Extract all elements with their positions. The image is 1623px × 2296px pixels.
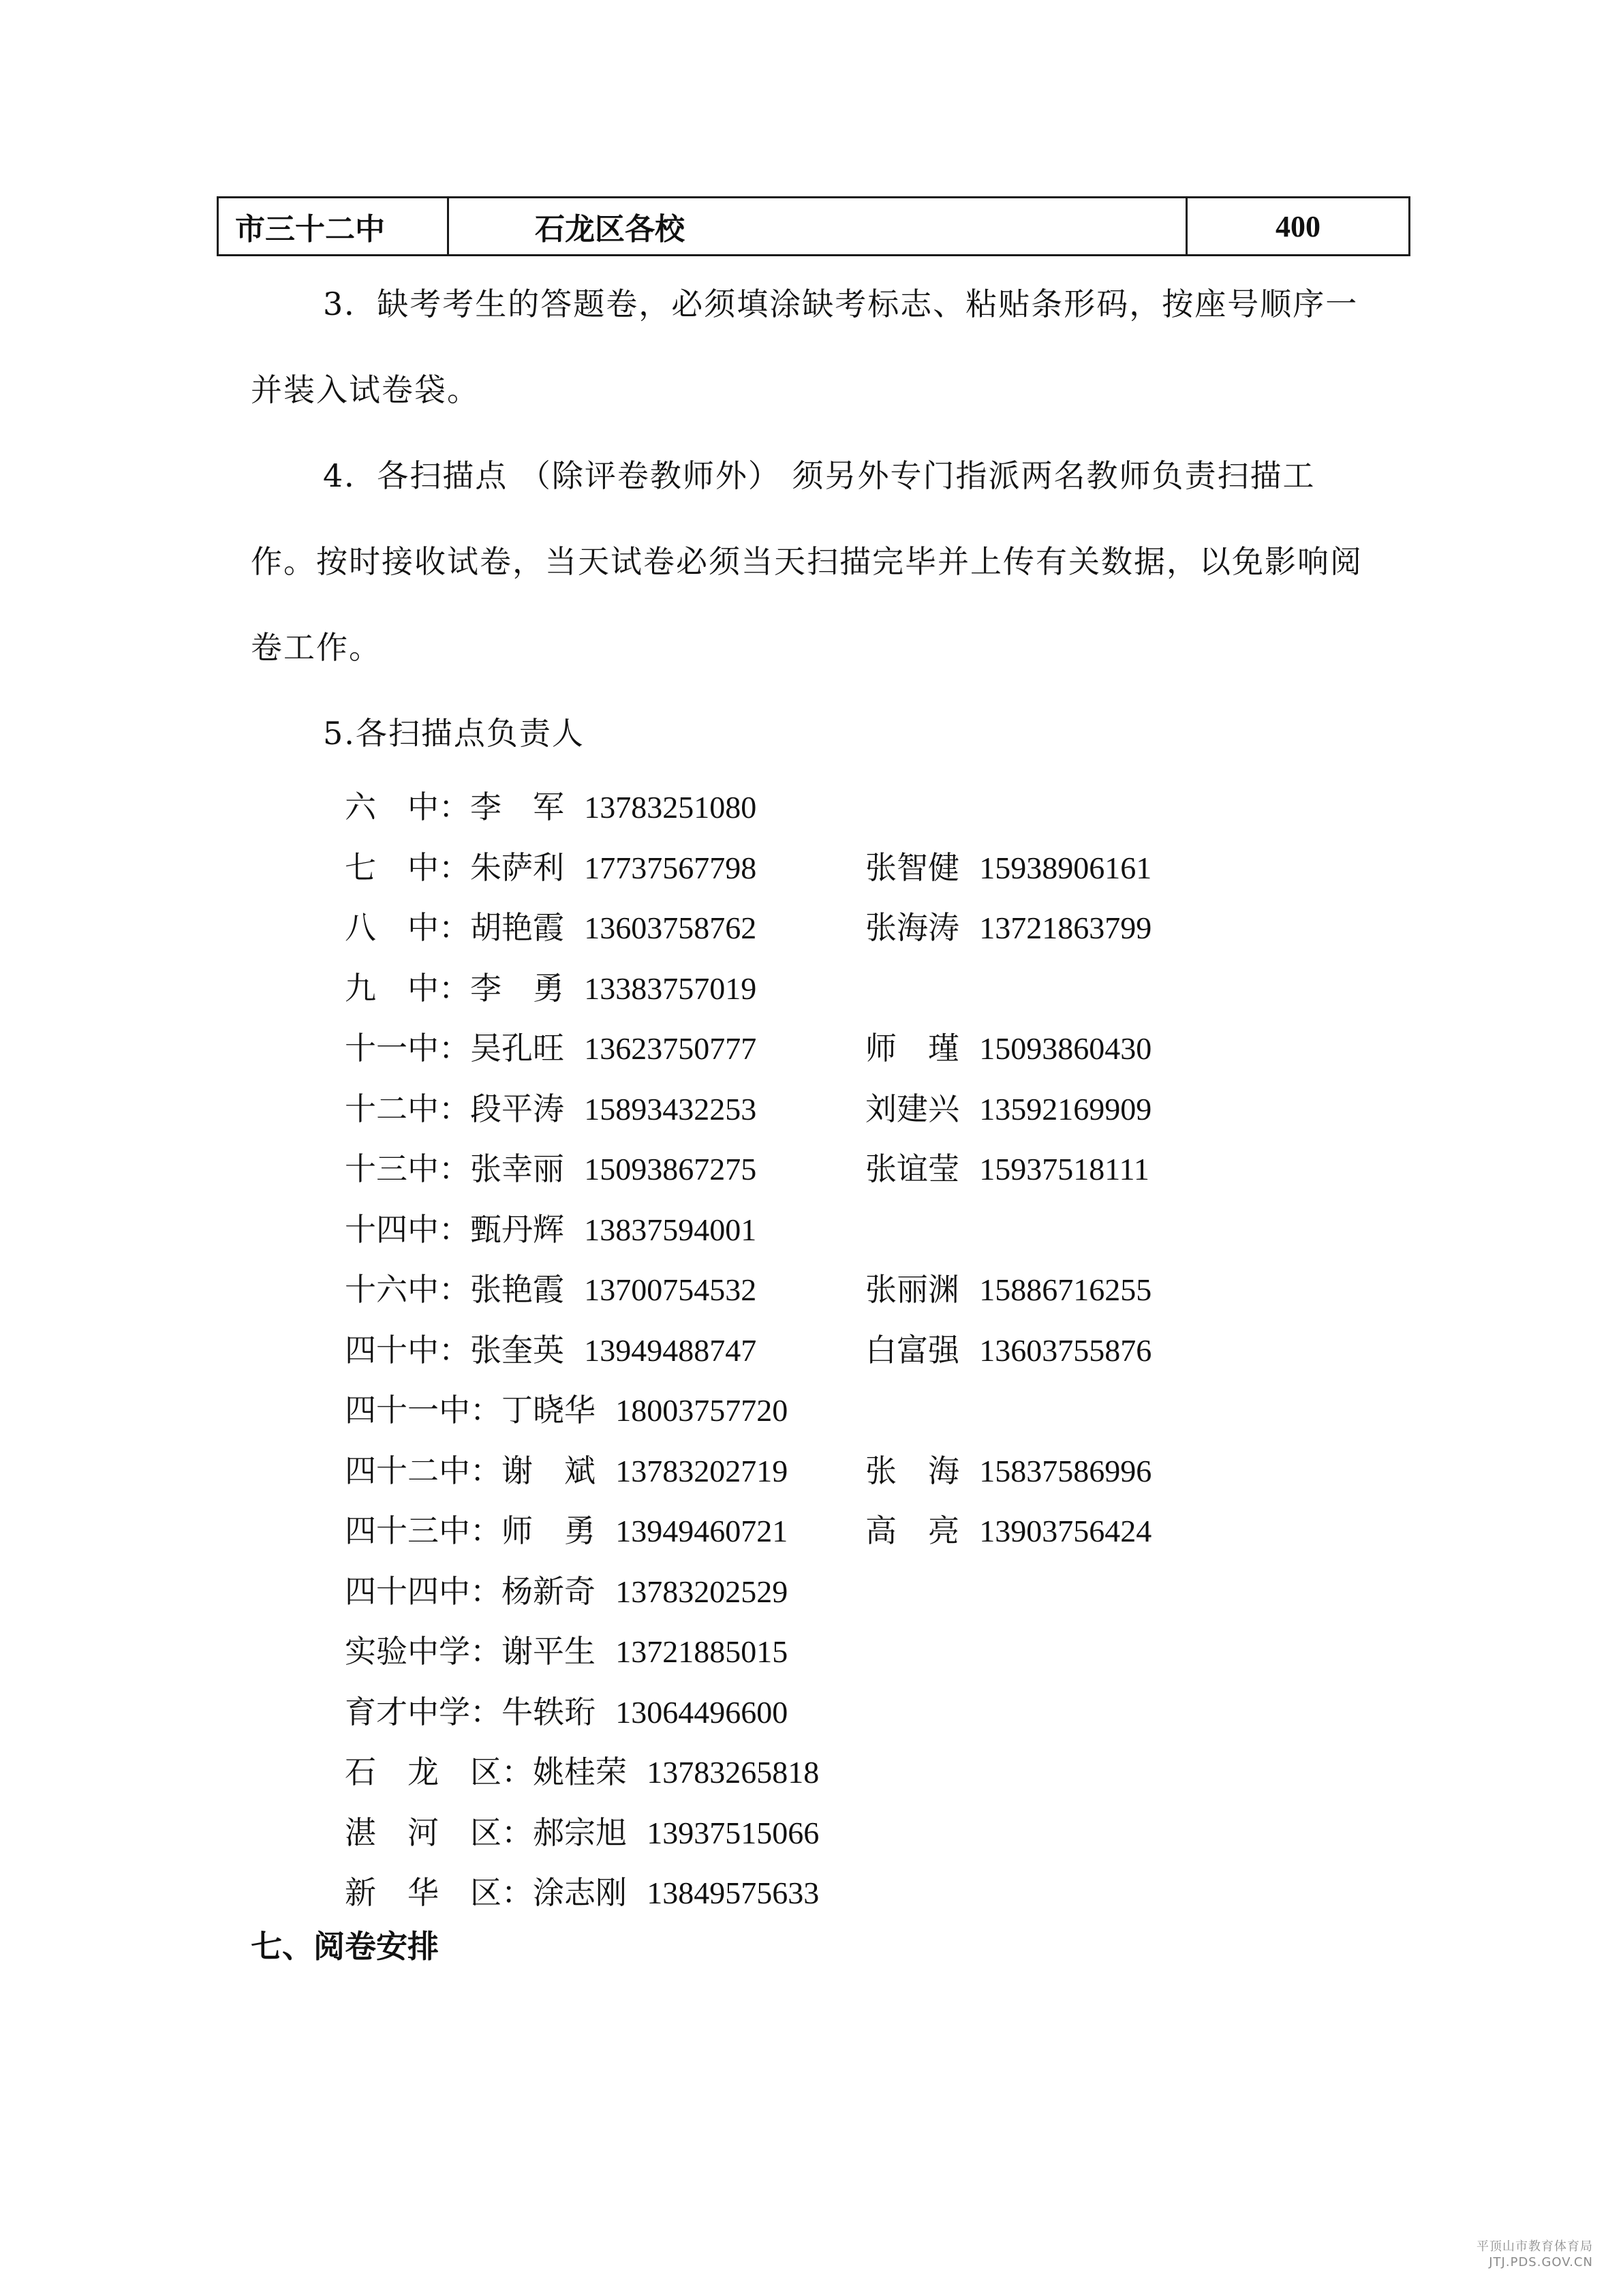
contact-phone-2: 15886716255 (979, 1272, 1152, 1307)
spacer (564, 1332, 584, 1368)
contact-school: 十二中： (345, 1090, 470, 1127)
contact-name: 谢平生 (501, 1633, 596, 1670)
site-watermark (1443, 2239, 1593, 2270)
spacer (627, 1754, 647, 1790)
contact-phone: 13937515066 (647, 1816, 820, 1850)
contact-school: 十三中： (345, 1150, 470, 1187)
contact-row (345, 782, 756, 827)
contact-row (345, 1627, 788, 1672)
contact-row (345, 1687, 788, 1732)
spacer (627, 1874, 647, 1911)
spacer (564, 789, 584, 825)
item-3-line2: 并装入试卷袋。 (251, 371, 480, 408)
contact-name: 姚桂荣 (533, 1754, 627, 1790)
spacer (627, 1814, 647, 1851)
contact-row (345, 1024, 756, 1069)
contact-row (345, 1808, 819, 1853)
spacer (959, 1271, 979, 1308)
contact-name: 牛轶珩 (501, 1694, 596, 1730)
contact-name-2: 高 亮 (865, 1512, 959, 1549)
contact-school: 实验中学： (345, 1633, 501, 1670)
spacer (564, 909, 584, 946)
contact-row (345, 1084, 756, 1129)
contact-name-2: 师 瑾 (865, 1030, 959, 1067)
contact-name: 师 勇 (501, 1512, 596, 1549)
contact-school: 湛 河 区： (345, 1814, 533, 1851)
contact-row (345, 1567, 788, 1612)
contact-phone: 13064496600 (615, 1695, 788, 1730)
contact-phone: 13383757019 (584, 971, 757, 1006)
contact-name-2: 张海涛 (865, 909, 959, 946)
contact-phone-2: 13603755876 (979, 1333, 1152, 1368)
contact-school: 四十中： (345, 1332, 470, 1368)
contact-phone: 13700754532 (584, 1272, 757, 1307)
contact-row (345, 903, 756, 948)
contact-row (345, 1747, 819, 1792)
contact-secondary (865, 1506, 1151, 1551)
spacer (596, 1392, 615, 1428)
contact-row (345, 964, 756, 1009)
contact-phone-2: 15938906161 (979, 851, 1152, 885)
spacer (596, 1573, 615, 1610)
contact-secondary (865, 1024, 1151, 1069)
contact-row (345, 1386, 788, 1430)
contact-name: 胡艳霞 (470, 909, 564, 946)
contact-row (345, 1144, 756, 1189)
contact-name-2: 张丽渊 (865, 1271, 959, 1308)
contact-phone-2: 13592169909 (979, 1092, 1152, 1127)
spacer (564, 1150, 584, 1187)
spacer (596, 1512, 615, 1549)
contact-secondary (865, 903, 1151, 948)
contact-secondary (865, 1084, 1151, 1129)
contact-row (345, 1265, 756, 1310)
section-heading: 七、阅卷安排 (251, 1928, 439, 1965)
contact-phone-2: 15093860430 (979, 1031, 1152, 1066)
contact-phone: 13837594001 (584, 1212, 757, 1247)
spacer (959, 1452, 979, 1489)
contact-name-2: 白富强 (865, 1332, 959, 1368)
contact-secondary (865, 1326, 1151, 1371)
contact-school: 育才中学： (345, 1694, 501, 1730)
contact-school: 四十二中： (345, 1452, 501, 1489)
item-4-line1: 4．各扫描点 （除评卷教师外） 须另外专门指派两名教师负责扫描工 (323, 457, 1316, 494)
spacer (959, 1512, 979, 1549)
contact-phone: 18003757720 (615, 1393, 788, 1428)
contact-school: 十一中： (345, 1030, 470, 1067)
contact-name: 丁晓华 (501, 1392, 596, 1428)
contact-phone: 17737567798 (584, 851, 757, 885)
contact-school: 六 中： (345, 789, 470, 825)
spacer (959, 909, 979, 946)
contact-name: 李 勇 (470, 970, 564, 1007)
contact-phone: 13783265818 (647, 1755, 820, 1790)
contact-phone: 13783251080 (584, 790, 757, 825)
contact-name: 张奎英 (470, 1332, 564, 1368)
contact-phone: 13949460721 (615, 1514, 788, 1548)
contact-name: 吴孔旺 (470, 1030, 564, 1067)
contact-secondary (865, 1144, 1149, 1189)
item-4-line3: 卷工作。 (251, 629, 382, 666)
contact-phone-2: 15937518111 (979, 1152, 1149, 1187)
contact-name: 甄丹辉 (470, 1211, 564, 1248)
contact-phone: 13783202719 (615, 1454, 788, 1488)
contact-name-2: 张谊莹 (865, 1150, 959, 1187)
contact-name: 张艳霞 (470, 1271, 564, 1308)
spacer (959, 849, 979, 886)
contact-phone: 15893432253 (584, 1092, 757, 1127)
spacer (596, 1694, 615, 1730)
contact-school: 七 中： (345, 849, 470, 886)
contact-phone-2: 15837586996 (979, 1454, 1152, 1488)
contact-school: 十六中： (345, 1271, 470, 1308)
spacer (596, 1633, 615, 1670)
contact-name: 谢 斌 (501, 1452, 596, 1489)
spacer (596, 1452, 615, 1489)
spacer (564, 1090, 584, 1127)
contact-name-2: 张智健 (865, 849, 959, 886)
spacer (959, 1332, 979, 1368)
spacer (959, 1150, 979, 1187)
contact-school: 四十四中： (345, 1573, 501, 1610)
contact-phone: 13849575633 (647, 1876, 820, 1910)
spacer (564, 849, 584, 886)
contact-school: 四十一中： (345, 1392, 501, 1428)
contact-school: 石 龙 区： (345, 1754, 533, 1790)
contact-secondary (865, 1265, 1151, 1310)
spacer (959, 1090, 979, 1127)
table-cell-count: 400 (1276, 209, 1320, 243)
contact-school: 八 中： (345, 909, 470, 946)
item-5-heading: 5.各扫描点负责人 (323, 715, 585, 752)
contact-school: 四十三中： (345, 1512, 501, 1549)
allocation-table-row (217, 196, 1410, 256)
contact-name: 杨新奇 (501, 1573, 596, 1610)
contact-name: 涂志刚 (533, 1874, 627, 1911)
contact-phone: 13949488747 (584, 1333, 757, 1368)
contact-school: 新 华 区： (345, 1874, 533, 1911)
contact-name: 朱萨利 (470, 849, 564, 886)
contact-row (345, 1868, 819, 1913)
table-cell-school: 市三十二中 (219, 198, 449, 254)
spacer (564, 1030, 584, 1067)
contact-phone-2: 13903756424 (979, 1514, 1152, 1548)
contact-row (345, 1326, 756, 1371)
contact-name: 段平涛 (470, 1090, 564, 1127)
contact-phone: 13623750777 (584, 1031, 757, 1066)
spacer (959, 1030, 979, 1067)
contact-phone: 13603758762 (584, 910, 757, 945)
contact-name: 郝宗旭 (533, 1814, 627, 1851)
contact-row (345, 1506, 788, 1551)
contact-secondary (865, 1446, 1151, 1491)
contact-name-2: 张 海 (865, 1452, 959, 1489)
contact-name: 李 军 (470, 789, 564, 825)
contact-phone: 13721885015 (615, 1634, 788, 1669)
contact-name: 张幸丽 (470, 1150, 564, 1187)
watermark-line1: 平顶山市教育体育局 (1477, 2239, 1593, 2254)
item-4-line2: 作。按时接收试卷，当天试卷必须当天扫描完毕并上传有关数据，以免影响阅 (251, 543, 1363, 580)
contact-name-2: 刘建兴 (865, 1090, 959, 1127)
contact-phone: 13783202529 (615, 1574, 788, 1609)
watermark-line2: JTJ.PDS.GOV.CN (1489, 2254, 1593, 2269)
spacer (564, 970, 584, 1007)
item-3-line1: 3．缺考考生的答题卷，必须填涂缺考标志、粘贴条形码，按座号顺序一 (323, 286, 1359, 322)
contact-phone: 15093867275 (584, 1152, 757, 1187)
contact-row (345, 843, 756, 888)
contact-school: 九 中： (345, 970, 470, 1007)
contact-phone-2: 13721863799 (979, 910, 1152, 945)
contact-secondary (865, 843, 1151, 888)
contact-row (345, 1205, 756, 1250)
contact-row (345, 1446, 788, 1491)
spacer (564, 1211, 584, 1248)
table-cell-area: 石龙区各校 (449, 198, 1188, 254)
spacer (564, 1271, 584, 1308)
contact-school: 十四中： (345, 1211, 470, 1248)
